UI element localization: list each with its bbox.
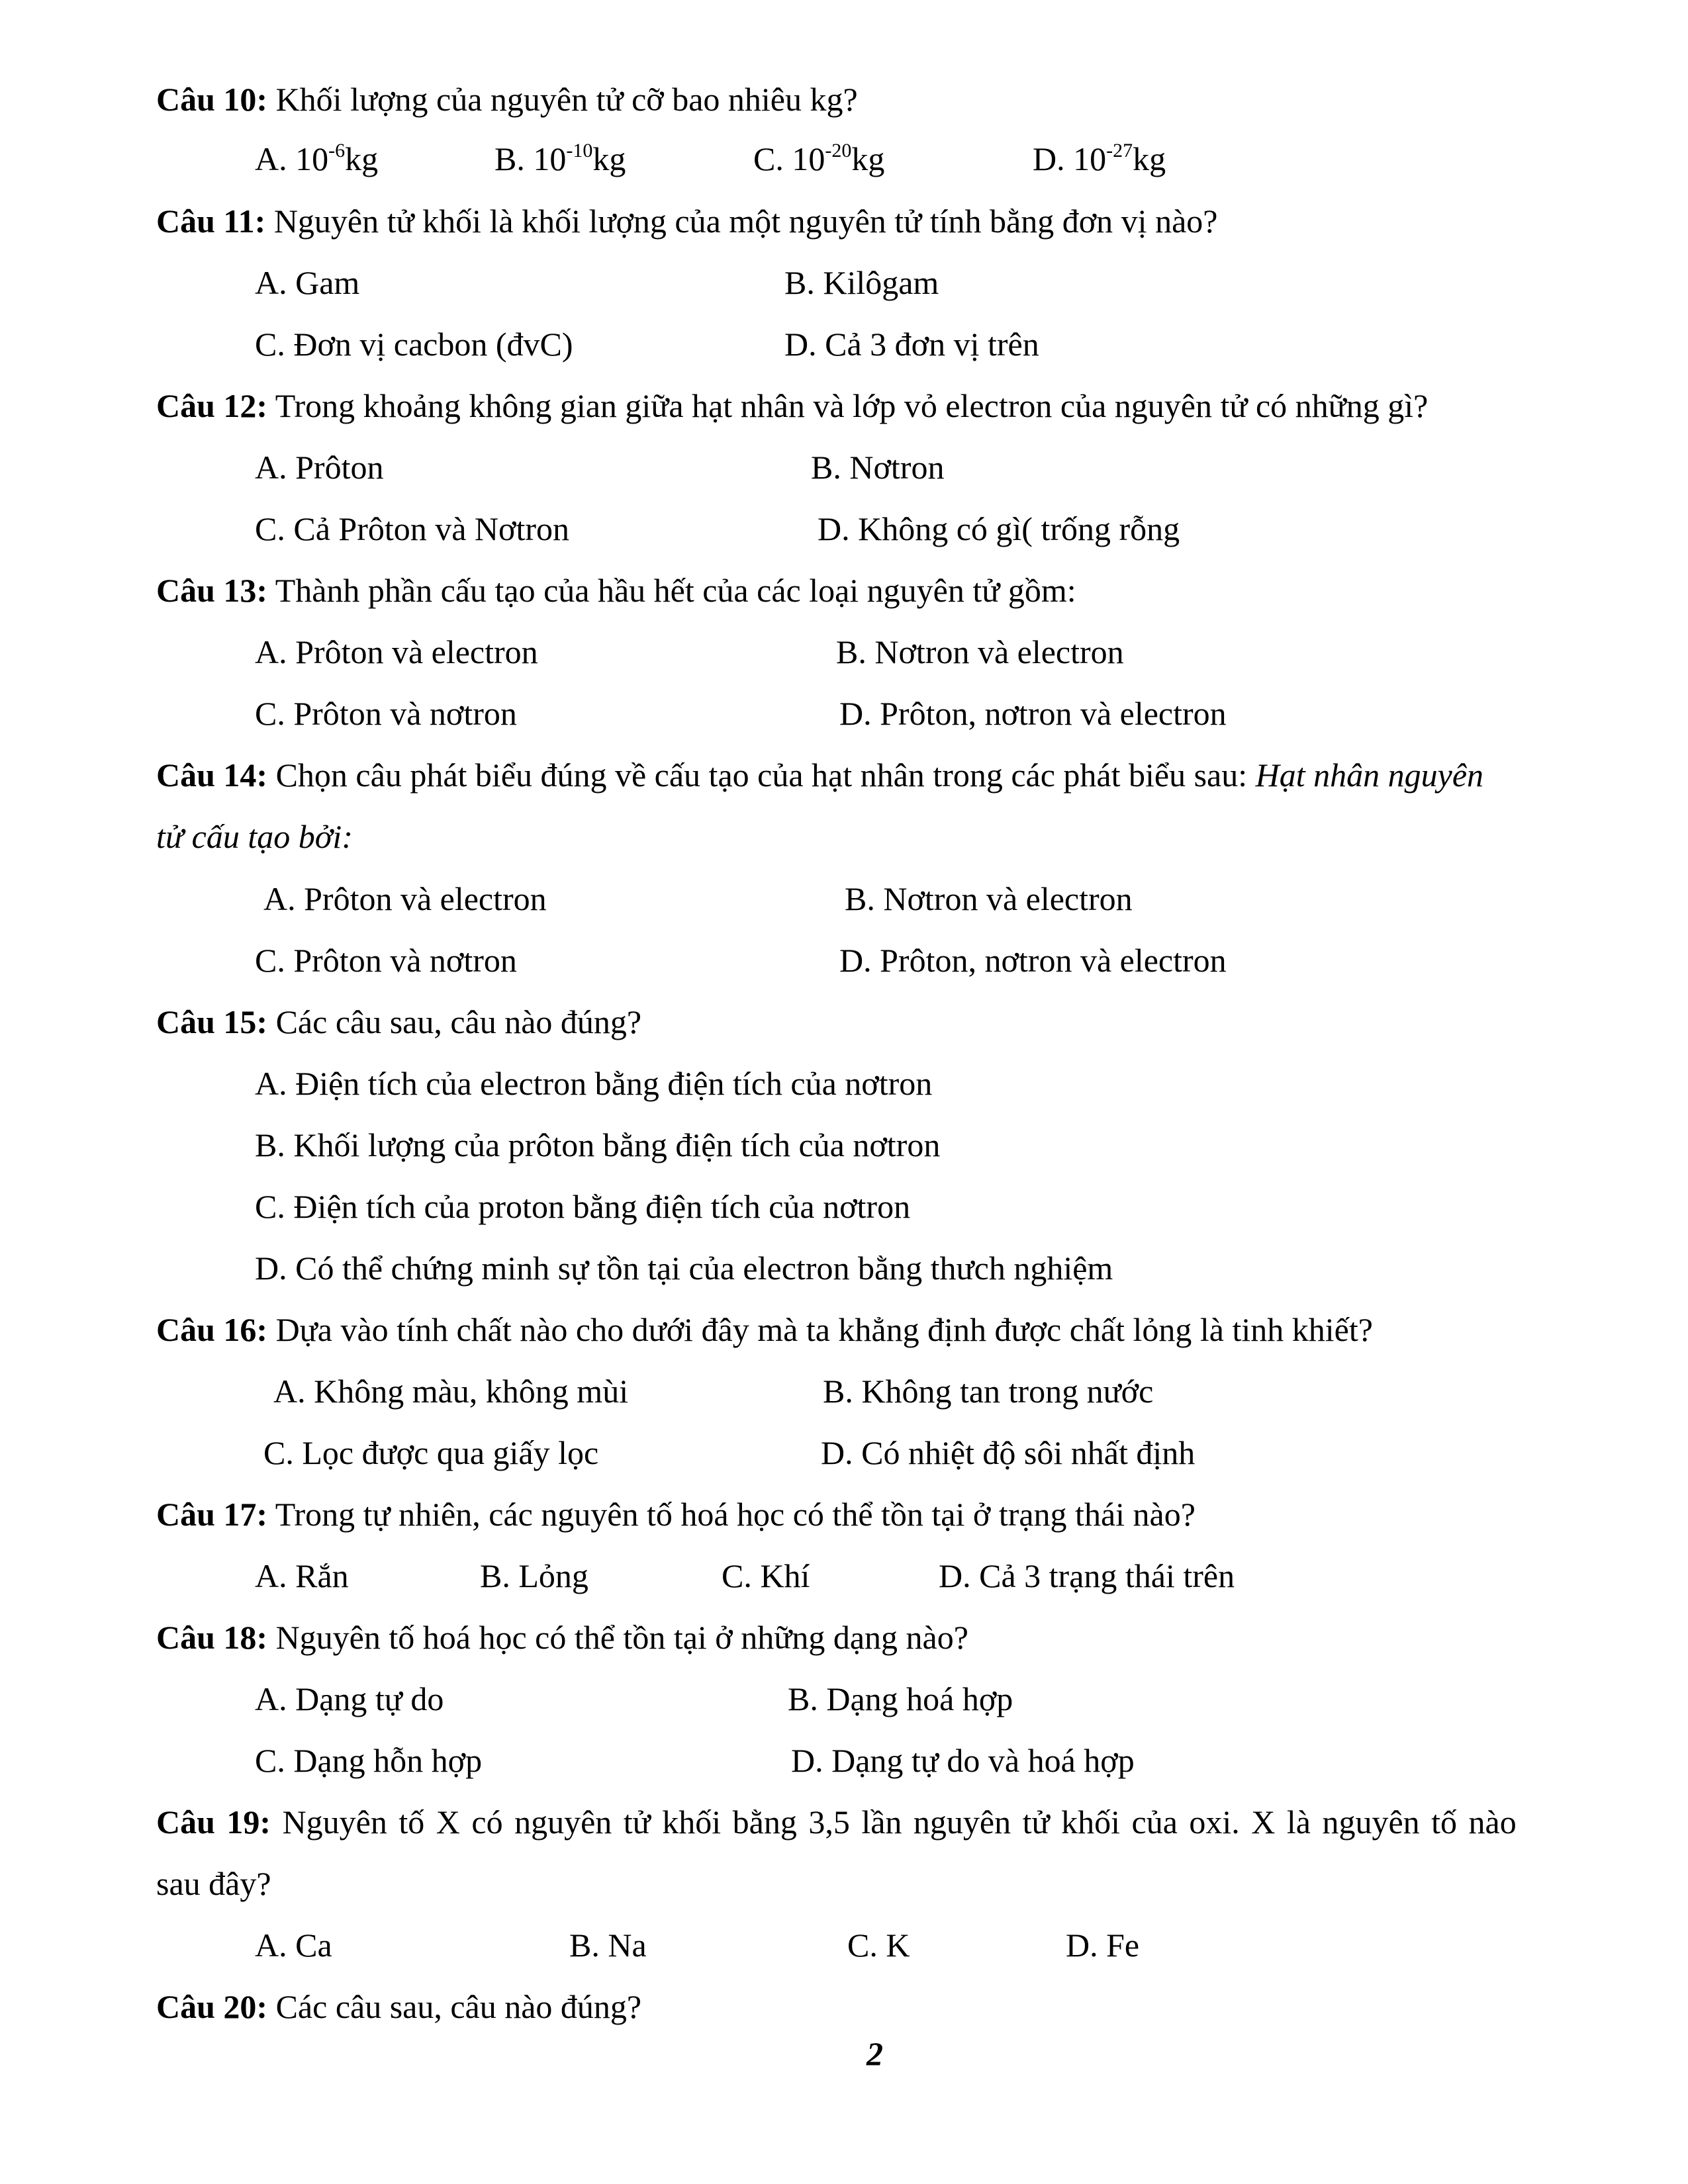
option-a: A. Prôton và electron — [263, 880, 547, 917]
question-label: Câu 19: — [156, 1803, 271, 1841]
option-c: C. Prôton và nơtron — [255, 695, 517, 732]
question-10 — [156, 83, 858, 116]
question-label: Câu 11: — [156, 203, 266, 240]
option-a: A. Không màu, không mùi — [273, 1373, 629, 1410]
question-11 — [156, 205, 1217, 238]
question-text: Khối lượng của nguyên tử cỡ bao nhiêu kg? — [275, 81, 858, 118]
option-c: C. Dạng hỗn hợp — [255, 1742, 483, 1779]
question-text: Chọn câu phát biểu đúng về cấu tạo của hạt nhân trong các phát biểu sau: — [275, 756, 1248, 794]
question-16 — [156, 1313, 1373, 1346]
page-number: 2 — [867, 2035, 883, 2072]
question-label: Câu 18: — [156, 1619, 268, 1656]
option-c: C. $10^{-20}kg$ — [753, 140, 885, 177]
option-d: D. Prôton, nơtron và electron — [839, 942, 1227, 979]
option-a: A. $10^{-6}kg$ — [255, 140, 379, 177]
option-d: D. Không có gì( trống rỗng — [818, 510, 1180, 547]
question-text: Nguyên tố hoá học có thể tồn tại ở những dạng nào? — [275, 1619, 968, 1656]
question-12 — [156, 389, 1428, 422]
question-19-continued: sau đây? — [156, 1865, 271, 1902]
question-18 — [156, 1621, 968, 1654]
question-label: Câu 13: — [156, 572, 268, 609]
option-a: A. Điện tích của electron bằng điện tích của nơtron — [255, 1065, 933, 1102]
option-b: B. Dạng hoá hợp — [788, 1680, 1013, 1717]
option-a: A. Ca — [255, 1927, 332, 1964]
question-text: Thành phần cấu tạo của hầu hết của các loại nguyên tử gồm: — [275, 572, 1076, 609]
question-19 — [156, 1805, 1517, 1839]
question-text: Trong khoảng không gian giữa hạt nhân và lớp vỏ electron của nguyên tử có những gì? — [275, 387, 1429, 424]
option-d: D. Prôton, nơtron và electron — [839, 695, 1227, 732]
question-text: Các câu sau, câu nào đúng? — [275, 1988, 642, 2025]
question-text: Nguyên tử khối là khối lượng của một nguyên tử tính bằng đơn vị nào? — [273, 203, 1218, 240]
option-b: B. Na — [569, 1927, 647, 1964]
option-c: C. Điện tích của proton bằng điện tích của nơtron — [255, 1188, 911, 1225]
question-text: Trong tự nhiên, các nguyên tố hoá học có thể tồn tại ở trạng thái nào? — [275, 1496, 1196, 1533]
question-14 — [156, 758, 1483, 792]
option-d: D. Dạng tự do và hoá hợp — [791, 1742, 1135, 1779]
option-a: A. Gam — [255, 264, 360, 301]
option-b: B. Khối lượng của prôton bằng điện tích của nơtron — [255, 1126, 941, 1163]
option-d: D. Cả 3 đơn vị trên — [784, 326, 1039, 363]
question-label: Câu 17: — [156, 1496, 268, 1533]
question-label: Câu 15: — [156, 1003, 268, 1040]
option-b: B. Kilôgam — [784, 264, 939, 301]
question-label: Câu 16: — [156, 1311, 268, 1348]
option-b: B. Không tan trong nước — [823, 1373, 1154, 1410]
question-label: Câu 14: — [156, 756, 268, 794]
option-b: B. Nơtron và electron — [836, 633, 1124, 670]
question-15 — [156, 1005, 641, 1038]
option-c: C. Cả Prôton và Nơtron — [255, 510, 570, 547]
option-d: D. $10^{-27}kg$ — [1033, 140, 1166, 177]
option-a: A. Rắn — [255, 1557, 349, 1594]
option-a: A. Prôton và electron — [255, 633, 538, 670]
question-text: Nguyên tố X có nguyên tử khối bằng 3,5 lần nguyên tử khối của oxi. X là nguyên tố nào — [282, 1803, 1517, 1841]
question-20 — [156, 1990, 641, 2023]
question-label: Câu 10: — [156, 81, 268, 118]
option-c: C. Lọc được qua giấy lọc — [263, 1434, 599, 1471]
option-b: B. $10^{-10}kg$ — [494, 140, 626, 177]
question-14-continued: tử cấu tạo bởi: — [156, 818, 353, 855]
option-d: D. Fe — [1066, 1927, 1140, 1964]
question-text-italic: Hạt nhân nguyên — [1255, 756, 1484, 794]
option-c: C. Khí — [722, 1557, 810, 1594]
option-b: B. Lỏng — [480, 1557, 588, 1594]
question-label: Câu 20: — [156, 1988, 268, 2025]
question-13 — [156, 574, 1076, 607]
option-d: D. Có thể chứng minh sự tồn tại của electron bằng thưch nghiệm — [255, 1250, 1113, 1287]
option-a: A. Prôton — [255, 449, 384, 486]
option-d: D. Cả 3 trạng thái trên — [939, 1557, 1235, 1594]
question-text: Dựa vào tính chất nào cho dưới đây mà ta khẳng định được chất lỏng là tinh khiết? — [275, 1311, 1373, 1348]
option-c: C. Đơn vị cacbon (đvC) — [255, 326, 573, 363]
option-b: B. Nơtron — [811, 449, 945, 486]
question-label: Câu 12: — [156, 387, 268, 424]
option-a: A. Dạng tự do — [255, 1680, 444, 1717]
option-d: D. Có nhiệt độ sôi nhất định — [821, 1434, 1196, 1471]
question-17 — [156, 1498, 1196, 1531]
option-b: B. Nơtron và electron — [845, 880, 1133, 917]
question-text: Các câu sau, câu nào đúng? — [275, 1003, 642, 1040]
option-c: C. Prôton và nơtron — [255, 942, 517, 979]
option-c: C. K — [847, 1927, 910, 1964]
